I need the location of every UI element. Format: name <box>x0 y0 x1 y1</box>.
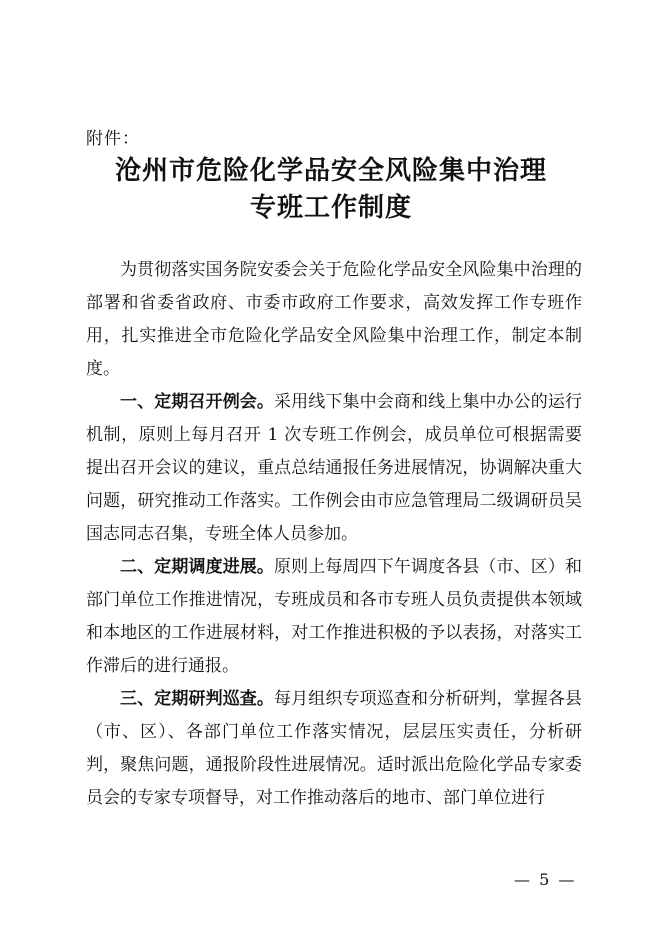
section-heading-2: 二、定期调度进展。 <box>120 557 275 577</box>
section-paragraph-1 <box>86 386 582 551</box>
page-number: — 5 — <box>514 870 577 889</box>
intro-paragraph: 为贯彻落实国务院安委会关于危险化学品安全风险集中治理的部署和省委省政府、市委市政府工作要求，高效发挥工作专班作用，扎实推进全市危险化学品安全风险集中治理工作，制定本制度。 <box>86 260 582 379</box>
document-body <box>86 254 582 815</box>
section-paragraph-3 <box>86 683 582 815</box>
section-heading-3: 三、定期研判巡查。 <box>120 689 275 709</box>
document-title-line-1: 沧州市危险化学品安全风险集中治理 <box>114 156 547 186</box>
section-text-1: 采用线下集中会商和线上集中办公的运行机制，原则上每月召开 1 次专班工作例会，成员单位可根据需要提出召开会议的建议，重点总结通报任务进展情况，协调解决重大问题，研究推动工作落实。工作例会由市应急管理局二级调研员吴国志同志召集，专班全体人员参加。 <box>86 392 583 544</box>
section-text-3: 每月组织专项巡查和分析研判，掌握各县（市、区）、各部门单位工作落实情况，层层压实责任，分析研判，聚焦问题，通报阶段性进展情况。适时派出危险化学品专家委员会的专家专项督导，对工作推动落后的地市、部门单位进行 <box>86 689 583 808</box>
section-heading-1: 一、定期召开例会。 <box>120 392 275 412</box>
attachment-label: 附件： <box>86 129 140 149</box>
section-text-2: 原则上每周四下午调度各县（市、区）和部门单位工作推进情况，专班成员和各市专班人员负责提供本领域和本地区的工作进展材料，对工作推进积极的予以表扬，对落实工作滞后的进行通报。 <box>86 557 583 676</box>
document-title-line-2: 专班工作制度 <box>249 193 412 223</box>
section-paragraph-2 <box>86 551 582 683</box>
